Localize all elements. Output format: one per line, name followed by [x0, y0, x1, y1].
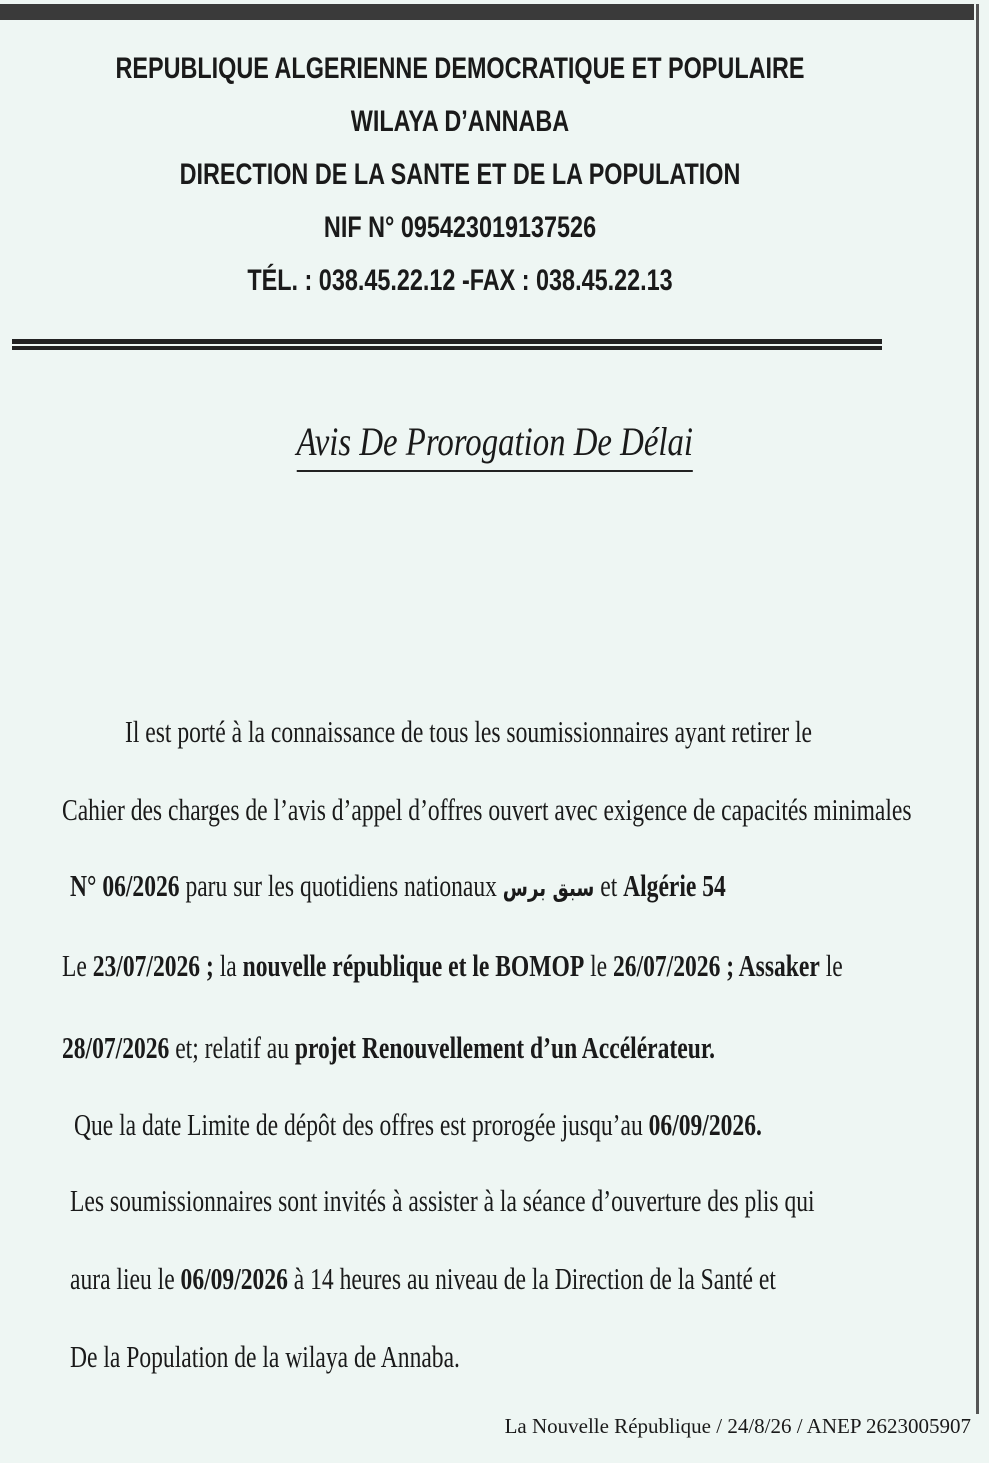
header-wilaya: WILAYA D’ANNABA [350, 105, 570, 138]
right-border [976, 4, 979, 1414]
body-line-6 [74, 1107, 762, 1143]
document-header [101, 42, 819, 307]
body-line-5 [62, 1030, 715, 1066]
body-text: et [594, 868, 624, 903]
body-line-8 [70, 1261, 776, 1297]
body-line-7: Les soumissionnaires sont invités à assister à la séance d’ouverture des plis qui [70, 1183, 815, 1218]
header-direction: DIRECTION DE LA SANTE ET DE LA POPULATION [179, 158, 741, 191]
deadline-date: 06/09/2026. [648, 1107, 762, 1142]
body-text: et; relatif au [169, 1030, 295, 1065]
body-text: à 14 heures au niveau de la Direction de la Santé et [287, 1261, 776, 1296]
newspaper-nouvelle-republique: nouvelle république et le BOMOP [242, 948, 585, 983]
header-nif: NIF N° 095423019137526 [323, 211, 597, 244]
body-text: la [213, 948, 243, 983]
body-text: aura lieu le [70, 1261, 181, 1296]
body-line-3 [70, 868, 726, 904]
date-1: 23/07/2026 ; [92, 948, 214, 983]
notice-title [89, 418, 900, 465]
body-line-1: Il est porté à la connaissance de tous les soumissionnaires ayant retirer le [125, 714, 812, 749]
date-3: 28/07/2026 [62, 1030, 170, 1065]
body-text: paru sur les quotidiens nationaux [179, 868, 503, 903]
top-border [0, 4, 974, 20]
header-republic: REPUBLIQUE ALGERIENNE DEMOCRATIQUE ET POPULAIRE [115, 52, 805, 85]
body-text: le [819, 948, 843, 983]
tender-number: N° 06/2026 [70, 868, 180, 903]
body-line-2: Cahier des charges de l’avis d’appel d’offres ouvert avec exigence de capacités minimales [62, 792, 912, 827]
header-divider-bottom [12, 346, 882, 350]
opening-date: 06/09/2026 [180, 1261, 288, 1296]
newspaper-arabic: سبق برس [502, 874, 595, 902]
newspaper-algerie54: Algérie 54 [623, 868, 726, 903]
date-2: 26/07/2026 ; Assaker [613, 948, 820, 983]
project-name: projet Renouvellement d’un Accélérateur. [294, 1030, 716, 1065]
notice-title-text: Avis De Prorogation De Délai [296, 419, 693, 472]
body-line-9: De la Population de la wilaya de Annaba. [70, 1339, 460, 1374]
body-text: le [584, 948, 614, 983]
body-line-4 [62, 948, 843, 984]
header-divider-top [12, 339, 882, 344]
body-text: Que la date Limite de dépôt des offres est prorogée jusqu’au [74, 1107, 649, 1142]
body-text: Le [62, 948, 93, 983]
header-contact: TÉL. : 038.45.22.12 -FAX : 038.45.22.13 [247, 264, 673, 297]
publication-footer: La Nouvelle République / 24/8/26 / ANEP 2623005907 [504, 1414, 971, 1438]
